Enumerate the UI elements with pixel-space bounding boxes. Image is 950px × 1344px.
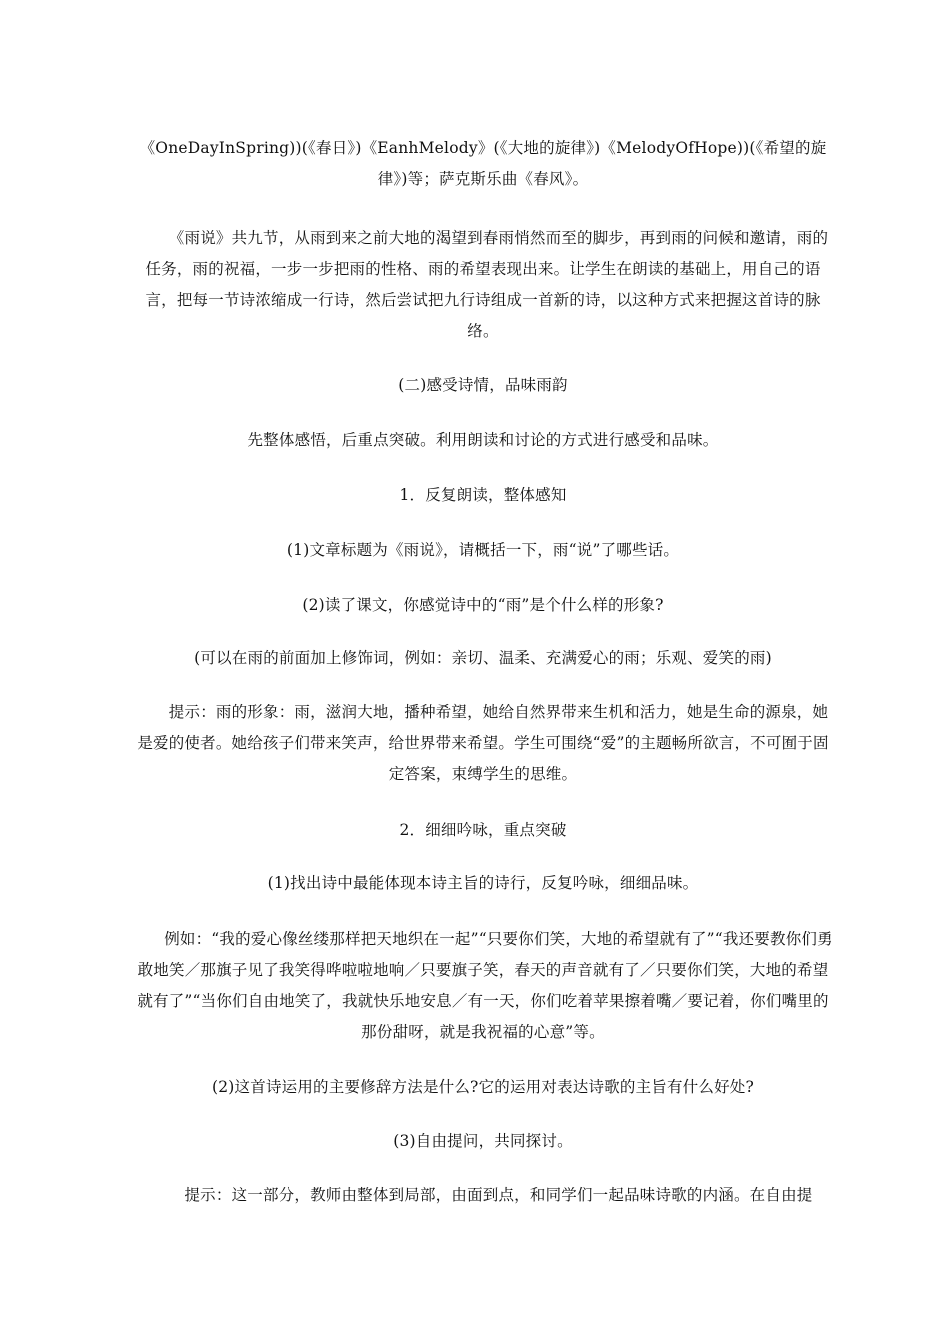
- subheading-read-repeatedly: 1．反复朗读，整体感知: [399, 486, 567, 504]
- paragraph-example-lines: 例如：“我的爱心像丝缕那样把天地织在一起”“只要你们笑，大地的希望就有了”“我还要教你们勇敢地笑／那旗子见了我笑得哗啦啦地响／只要旗子笑，春天的声音就有了／只要你们笑，大地的希望就有了”“当你们自由地笑了，我就快乐地安息／有一天，你们吃着苹果擦着嘴／要记着，你们嘴里的那份甜呀，就是我祝福的心意”等。: [137, 930, 833, 1041]
- paragraph-final-hint: 提示：这一部分，教师由整体到局部，由面到点，和同学们一起品味诗歌的内涵。在自由提: [184, 1186, 813, 1204]
- section-heading-feel-poem: (二)感受诗情，品味雨韵: [398, 376, 568, 394]
- question-rhetoric: (2)这首诗运用的主要修辞方法是什么?它的运用对表达诗歌的主旨有什么好处?: [212, 1078, 754, 1096]
- paragraph-modifier-hint: (可以在雨的前面加上修饰词，例如：亲切、温柔、充满爱心的雨；乐观、爱笑的雨): [194, 649, 772, 667]
- question-2: (2)读了课文，你感觉诗中的“雨”是个什么样的形象?: [302, 596, 664, 614]
- paragraph-poem-structure: 《雨说》共九节，从雨到来之前大地的渴望到春雨悄然而至的脚步，再到雨的问候和邀请，雨的任务，雨的祝福，一步一步把雨的性格、雨的希望表现出来。让学生在朗读的基础上，用自己的语言，把每一节诗浓缩成一行诗，然后尝试把九行诗组成一首新的诗，以这种方式来把握这首诗的脉络。: [145, 229, 829, 340]
- question-1: (1)文章标题为《雨说》，请概括一下，雨“说”了哪些话。: [286, 541, 680, 559]
- paragraph-music-list: 《OneDayInSpring))(《春日》)《EanhMelody》(《大地的旋律》)《MelodyOfHope))(《希望的旋律》)等；萨克斯乐曲《春风》。: [139, 139, 827, 188]
- question-free-discussion: (3)自由提问，共同探讨。: [393, 1132, 573, 1150]
- subheading-careful-recitation: 2．细细吟咏，重点突破: [399, 821, 567, 839]
- question-find-lines: (1)找出诗中最能体现本诗主旨的诗行，反复吟咏，细细品味。: [267, 874, 699, 892]
- paragraph-rain-image-hint: 提示：雨的形象：雨，滋润大地，播种希望，她给自然界带来生机和活力，她是生命的源泉，她是爱的使者。她给孩子们带来笑声，给世界带来希望。学生可围绕“爱”的主题畅所欲言，不可囿于固定答案，束缚学生的思维。: [137, 703, 829, 783]
- paragraph-method: 先整体感悟，后重点突破。利用朗读和讨论的方式进行感受和品味。: [247, 431, 719, 449]
